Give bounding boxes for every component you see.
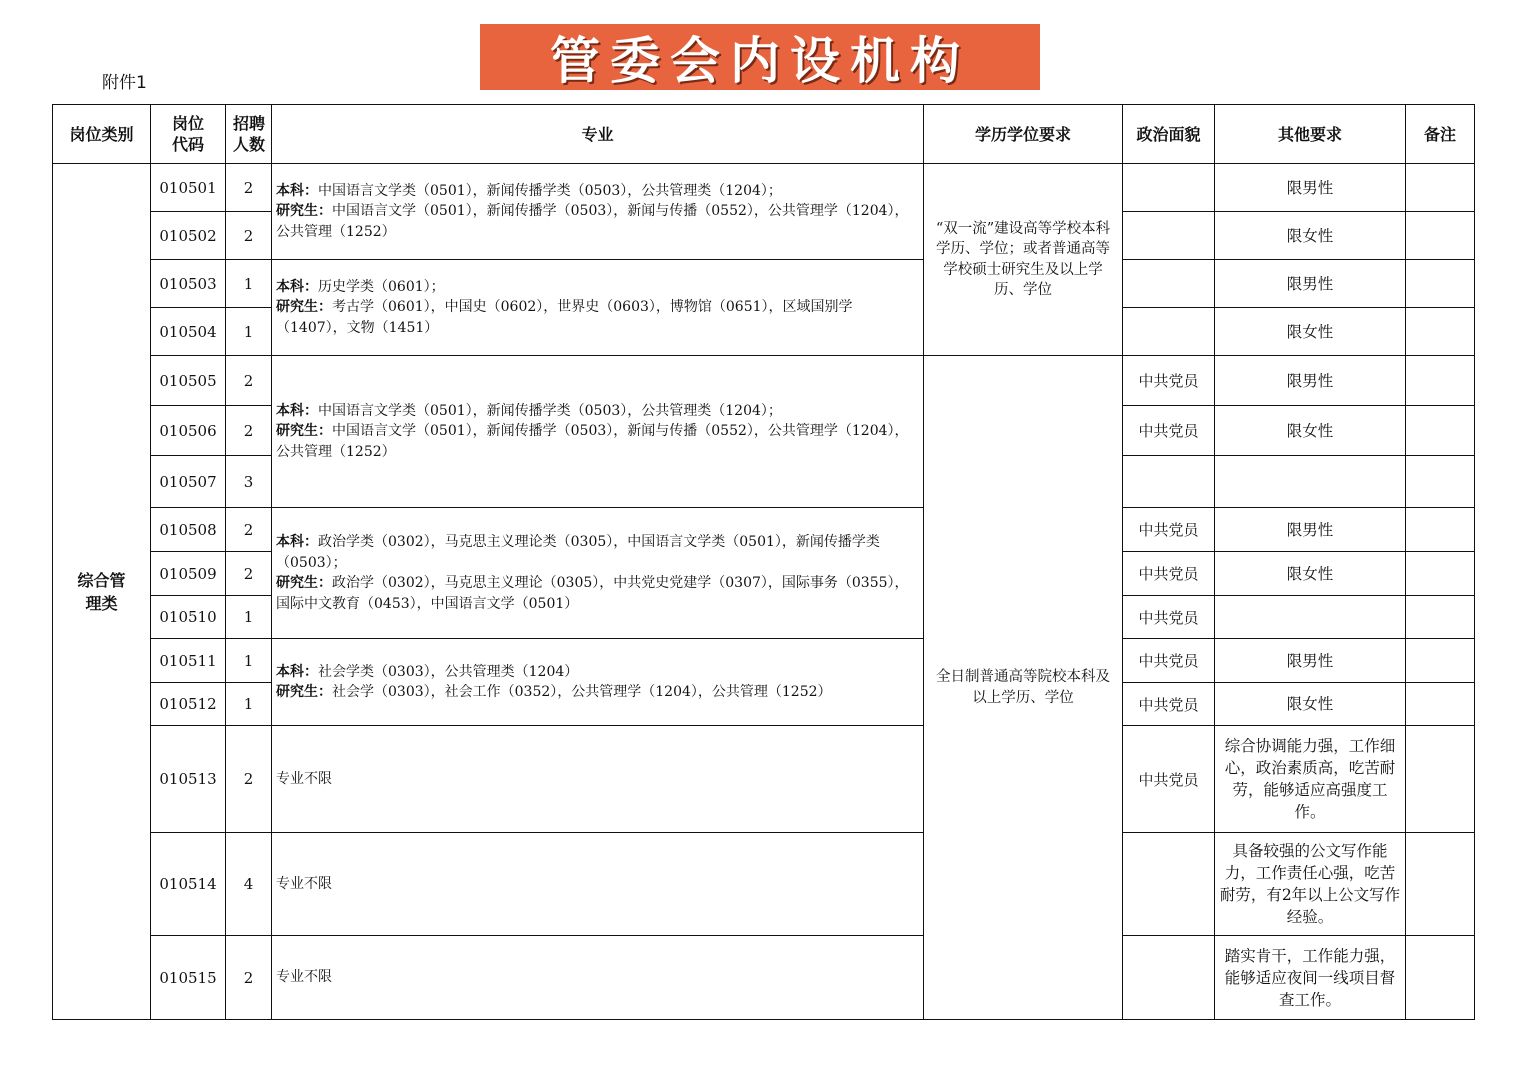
education-text: “双一流”建设高等学校本科学历、学位；或者普通高等学校硕士研究生及以上学历、学位: [935, 220, 1111, 298]
major-text: 政治学类（0302），马克思主义理论类（0305），中国语言文学类（0501），新闻传播学类（0503）；: [276, 534, 880, 571]
major-label: 研究生：: [276, 684, 332, 700]
hire-count: 4: [226, 833, 272, 936]
hire-count: 3: [226, 456, 272, 508]
remark-cell: [1406, 726, 1475, 833]
political-cell: [1123, 308, 1215, 356]
table-row: [53, 164, 1475, 212]
political-cell: 中共党员: [1123, 639, 1215, 683]
major-line: [276, 297, 919, 338]
major-text: 专业不限: [276, 770, 332, 787]
major-label: 本科：: [276, 534, 318, 550]
political-cell: 中共党员: [1123, 356, 1215, 406]
other-requirement: 限女性: [1215, 406, 1406, 456]
header-count-text: 招聘人数: [232, 114, 265, 154]
other-requirement: 限女性: [1215, 552, 1406, 596]
hire-count: 1: [226, 260, 272, 308]
header-remark: 备注: [1406, 105, 1475, 164]
hire-count: 2: [226, 508, 272, 552]
header-code: [151, 105, 226, 164]
position-code: 010514: [151, 833, 226, 936]
hire-count: 2: [226, 356, 272, 406]
table-row: [53, 726, 1475, 833]
remark-cell: [1406, 406, 1475, 456]
header-major: 专业: [272, 105, 924, 164]
major-cell: [272, 639, 924, 726]
major-label: 本科：: [276, 663, 318, 680]
position-code: 010512: [151, 683, 226, 726]
major-cell: [272, 356, 924, 508]
remark-cell: [1406, 164, 1475, 212]
hire-count: 1: [226, 596, 272, 639]
position-code: 010508: [151, 508, 226, 552]
table-row: [53, 260, 1475, 308]
major-text: 中国语言文学（0501），新闻传播学（0503），新闻与传播（0552），公共管理学（1204），公共管理（1252）: [276, 203, 909, 240]
other-requirement: [1215, 456, 1406, 508]
political-cell: 中共党员: [1123, 552, 1215, 596]
remark-cell: [1406, 508, 1475, 552]
major-text: 专业不限: [276, 875, 332, 892]
major-line: [276, 573, 919, 614]
political-cell: [1123, 936, 1215, 1020]
major-text: 历史学类（0601）；: [318, 278, 445, 295]
other-requirement: 限女性: [1215, 308, 1406, 356]
recruitment-table: [52, 104, 1475, 1020]
other-requirement: 限男性: [1215, 639, 1406, 683]
major-label: 研究生：: [276, 203, 332, 220]
position-code: 010505: [151, 356, 226, 406]
attachment-label: 附件1: [102, 73, 147, 93]
position-code: 010510: [151, 596, 226, 639]
political-cell: [1123, 456, 1215, 508]
major-text: 中国语言文学类（0501），新闻传播学类（0503），公共管理类（1204）；: [318, 182, 782, 199]
education-text: 全日制普通高等院校本科及以上学历、学位: [936, 669, 1110, 706]
other-requirement: 限女性: [1215, 212, 1406, 260]
hire-count: 1: [226, 639, 272, 683]
major-text: 社会学（0303），社会工作（0352），公共管理学（1204），公共管理（1252）: [332, 684, 832, 700]
position-code: 010511: [151, 639, 226, 683]
hire-count: 2: [226, 164, 272, 212]
banner-title: 管委会内设机构: [550, 31, 970, 90]
header-code-text: 岗位代码: [171, 114, 204, 154]
major-text: 中国语言文学（0501），新闻传播学（0503），新闻与传播（0552），公共管理学（1204），公共管理（1252）: [276, 423, 909, 460]
major-label: 研究生：: [276, 423, 332, 440]
position-code: 010501: [151, 164, 226, 212]
major-label: 本科：: [276, 402, 318, 419]
position-code: 010507: [151, 456, 226, 508]
hire-count: 1: [226, 308, 272, 356]
education-cell: [924, 164, 1123, 356]
major-cell: [272, 508, 924, 639]
header-count: [226, 105, 272, 164]
other-requirement: 限男性: [1215, 356, 1406, 406]
table-row: [53, 508, 1475, 552]
hire-count: 2: [226, 726, 272, 833]
category-text: 综合管理类: [77, 570, 126, 613]
position-code: 010503: [151, 260, 226, 308]
political-cell: [1123, 260, 1215, 308]
political-cell: 中共党员: [1123, 726, 1215, 833]
header-row: [53, 105, 1475, 164]
hire-count: 2: [226, 552, 272, 596]
title-banner: [480, 24, 1040, 90]
major-line: [276, 421, 919, 462]
other-requirement: 具备较强的公文写作能力，工作责任心强，吃苦耐劳，有2年以上公文写作经验。: [1215, 833, 1406, 936]
remark-cell: [1406, 212, 1475, 260]
political-cell: [1123, 164, 1215, 212]
header-category: 岗位类别: [53, 105, 151, 164]
political-cell: [1123, 212, 1215, 260]
remark-cell: [1406, 936, 1475, 1020]
major-text: 中国语言文学类（0501），新闻传播学类（0503），公共管理类（1204）；: [318, 402, 782, 419]
political-cell: 中共党员: [1123, 596, 1215, 639]
remark-cell: [1406, 683, 1475, 726]
major-line: [276, 532, 919, 573]
major-line: [276, 181, 919, 202]
major-text: 专业不限: [276, 969, 332, 986]
major-label: 本科：: [276, 182, 318, 199]
major-cell: [272, 164, 924, 260]
political-cell: 中共党员: [1123, 406, 1215, 456]
remark-cell: [1406, 308, 1475, 356]
political-cell: 中共党员: [1123, 683, 1215, 726]
major-line: [276, 401, 919, 422]
header-political: 政治面貌: [1123, 105, 1215, 164]
remark-cell: [1406, 552, 1475, 596]
table-row: [53, 356, 1475, 406]
remark-cell: [1406, 596, 1475, 639]
position-code: 010513: [151, 726, 226, 833]
remark-cell: [1406, 456, 1475, 508]
hire-count: 2: [226, 406, 272, 456]
other-requirement: 限女性: [1215, 683, 1406, 726]
major-label: 研究生：: [276, 575, 332, 591]
major-cell: [272, 833, 924, 936]
major-text: 政治学（0302），马克思主义理论（0305），中共党史党建学（0307），国际事务（0355），国际中文教育（0453），中国语言文学（0501）: [276, 575, 909, 612]
position-code: 010509: [151, 552, 226, 596]
major-label: 研究生：: [276, 299, 332, 316]
table-row: [53, 639, 1475, 683]
political-cell: 中共党员: [1123, 508, 1215, 552]
other-requirement: 限男性: [1215, 508, 1406, 552]
position-code: 010504: [151, 308, 226, 356]
major-text: 考古学（0601），中国史（0602），世界史（0603），博物馆（0651），区域国别学（1407），文物（1451）: [276, 299, 853, 336]
other-requirement: 限男性: [1215, 260, 1406, 308]
category-cell: [53, 164, 151, 1020]
major-label: 本科：: [276, 278, 318, 295]
table-row: [53, 936, 1475, 1020]
major-line: [276, 201, 919, 242]
major-line: [276, 277, 919, 298]
remark-cell: [1406, 639, 1475, 683]
major-cell: [272, 936, 924, 1020]
political-cell: [1123, 833, 1215, 936]
header-education: 学历学位要求: [924, 105, 1123, 164]
table-row: [53, 833, 1475, 936]
major-line: [276, 662, 919, 683]
other-requirement: 限男性: [1215, 164, 1406, 212]
hire-count: 1: [226, 683, 272, 726]
hire-count: 2: [226, 936, 272, 1020]
other-requirement: 踏实肯干，工作能力强，能够适应夜间一线项目督查工作。: [1215, 936, 1406, 1020]
major-cell: [272, 726, 924, 833]
remark-cell: [1406, 833, 1475, 936]
major-line: [276, 682, 919, 703]
other-requirement: [1215, 596, 1406, 639]
other-requirement: 综合协调能力强，工作细心，政治素质高，吃苦耐劳，能够适应高强度工作。: [1215, 726, 1406, 833]
education-cell: [924, 356, 1123, 1020]
position-code: 010515: [151, 936, 226, 1020]
major-text: 社会学类（0303），公共管理类（1204）: [318, 663, 579, 680]
position-code: 010502: [151, 212, 226, 260]
hire-count: 2: [226, 212, 272, 260]
header-other: 其他要求: [1215, 105, 1406, 164]
remark-cell: [1406, 356, 1475, 406]
remark-cell: [1406, 260, 1475, 308]
major-cell: [272, 260, 924, 356]
position-code: 010506: [151, 406, 226, 456]
